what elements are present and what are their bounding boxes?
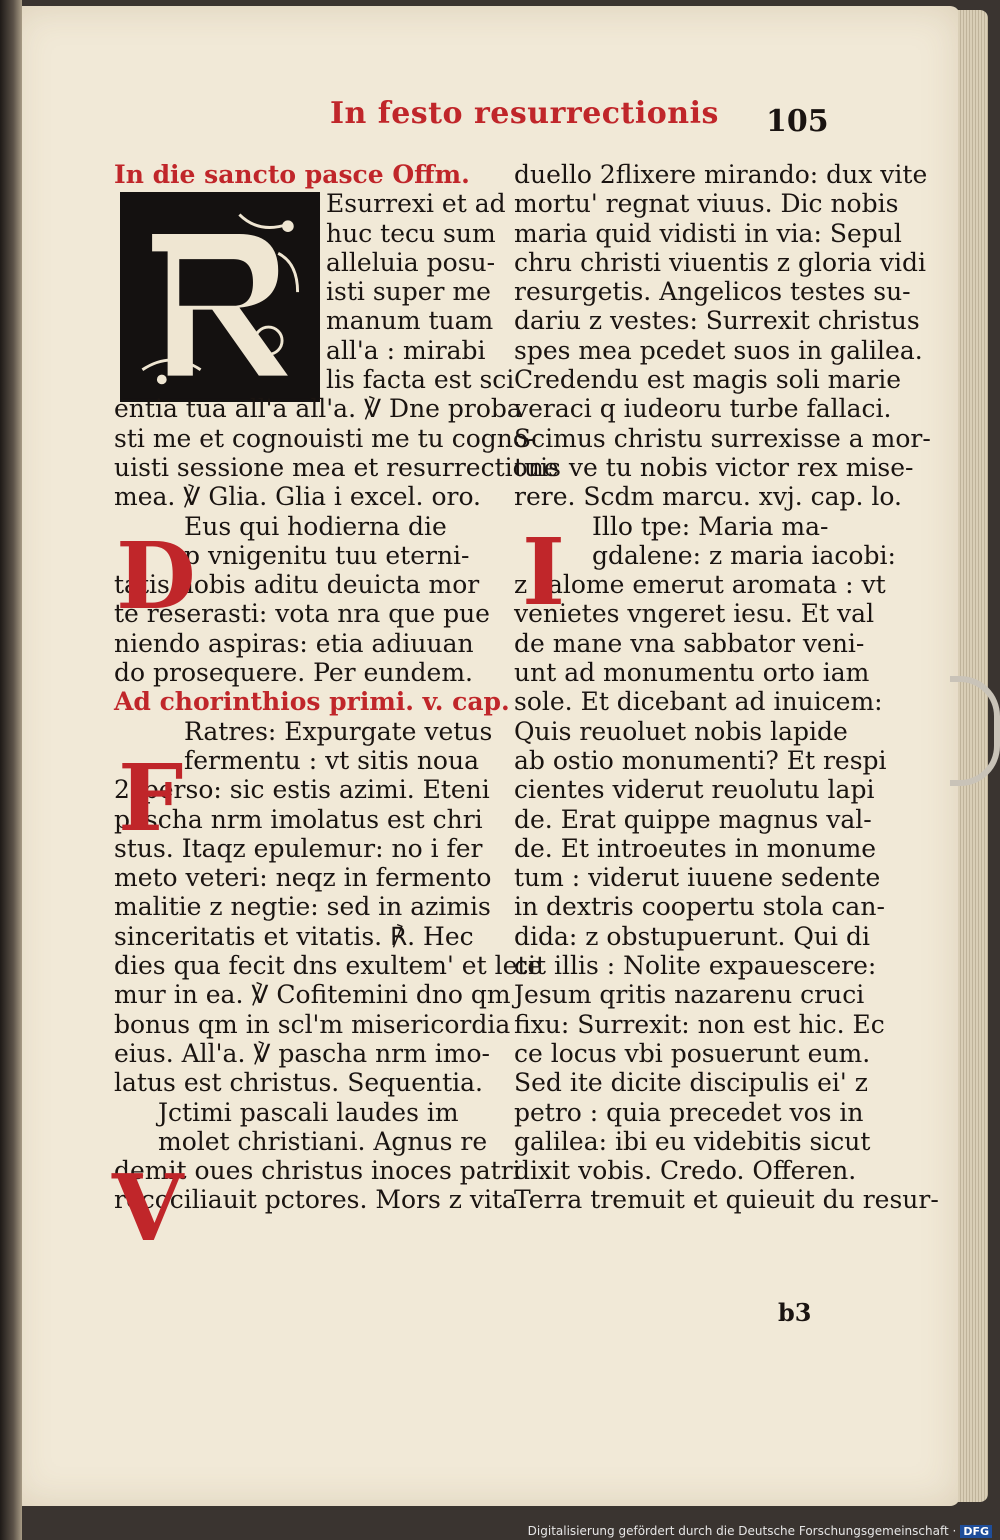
text-line: cientes viderut reuolutu lapi xyxy=(514,775,875,805)
text-line: de. Et introeutes in monume xyxy=(514,833,877,863)
text-line: dixit vobis. Credo. Offeren. xyxy=(514,1156,857,1186)
text-line: Scimus christu surrexisse a mor- xyxy=(514,423,931,453)
text-line: uisti sessione mea et resurrectione xyxy=(114,452,559,482)
text-line: Esurrexi et ad xyxy=(326,189,506,219)
text-line: ab ostio monumenti? Et respi xyxy=(514,745,887,775)
text-line: eius. All'a. ℣ pascha nrm imo- xyxy=(114,1038,490,1068)
text-line: de. Erat quippe magnus val- xyxy=(514,804,872,834)
text-line: fixu: Surrexit: non est hic. Ec xyxy=(514,1009,885,1039)
text-line: venietes vngeret iesu. Et val xyxy=(514,599,875,629)
dropcap-d: D xyxy=(116,522,196,630)
text-line: mea. ℣ Glia. Glia i excel. oro. xyxy=(114,482,482,512)
text-line: do prosequere. Per eundem. xyxy=(114,658,474,688)
text-line: Eus qui hodierna die xyxy=(184,511,447,541)
text-line: Quis reuoluet nobis lapide xyxy=(514,716,848,746)
text-line: mortu' regnat viuus. Dic nobis xyxy=(514,189,899,219)
text-line: meto veteri: neqz in fermento xyxy=(114,863,492,893)
text-line: dies qua fecit dns exultem' et lete xyxy=(114,951,543,981)
right-column xyxy=(514,160,939,1215)
dropcap-i: I xyxy=(522,518,566,626)
left-column-lines xyxy=(114,189,559,1215)
book-gutter xyxy=(0,0,22,1540)
right-column-lines xyxy=(514,160,939,1215)
text-line: stus. Itaqz epulemur: no i fer xyxy=(114,833,483,863)
text-line: resurgetis. Angelicos testes su- xyxy=(514,277,911,307)
text-line: te reserasti: vota nra que pue xyxy=(114,599,490,629)
text-line: bonus qm in scl'm misericordia xyxy=(114,1009,511,1039)
text-line: all'a : mirabi xyxy=(326,335,486,365)
digitization-credit xyxy=(528,1524,992,1538)
text-line: lis facta est sci xyxy=(326,365,515,395)
text-line: Illo tpe: Maria ma- xyxy=(592,511,829,541)
text-line: Jesum qritis nazarenu cruci xyxy=(514,980,865,1010)
dropcap-f: F xyxy=(118,744,184,852)
text-line: Terra tremuit et quieuit du resur- xyxy=(514,1185,939,1215)
text-line: malitie z negtie: sed in azimis xyxy=(114,892,491,922)
text-line: pascha nrm imolatus est chri xyxy=(114,804,483,834)
text-line: p vnigenitu tuu eterni- xyxy=(184,540,470,570)
text-line: in dextris coopertu stola can- xyxy=(514,892,885,922)
folio-number: 105 xyxy=(766,104,829,139)
text-line: galilea: ibi eu videbitis sicut xyxy=(514,1126,871,1156)
text-line: Ratres: Expurgate vetus xyxy=(184,716,493,746)
text-line: Jctimi pascali laudes im xyxy=(158,1097,459,1127)
text-line: sole. Et dicebant ad inuicem: xyxy=(514,687,883,717)
text-line: tatis nobis aditu deuicta mor xyxy=(114,570,480,600)
text-line: cit illis : Nolite expauescere: xyxy=(514,951,877,981)
text-line: fermentu : vt sitis noua xyxy=(184,745,479,775)
text-line: spes mea pcedet suos in galilea. xyxy=(514,335,923,365)
text-line: manum tuam xyxy=(326,306,494,336)
text-line: 2sperso: sic estis azimi. Eteni xyxy=(114,775,490,805)
text-line: unt ad monumentu orto iam xyxy=(514,658,870,688)
text-line: sinceritatis et vitatis. ℟. Hec xyxy=(114,921,474,951)
dfg-logo: DFG xyxy=(960,1525,992,1538)
text-line: chru christi viuentis z gloria vidi xyxy=(514,247,926,277)
text-line: dariu z vestes: Surrexit christus xyxy=(514,306,920,336)
text-line: niendo aspiras: etia adiuuan xyxy=(114,628,474,658)
text-line: entia tua all'a all'a. ℣ Dne proba xyxy=(114,394,522,424)
text-line: Ad chorinthios primi. v. cap. xyxy=(114,687,510,717)
text-line: isti super me xyxy=(326,277,491,307)
credit-text: Digitalisierung gefördert durch die Deutsche Forschungsgemeinschaft · xyxy=(527,1524,957,1538)
left-column xyxy=(114,160,559,1215)
text-line: maria quid vidisti in via: Sepul xyxy=(514,218,902,248)
text-line: veraci q iudeoru turbe fallaci. xyxy=(514,394,892,424)
text-line: demit oues christus inoces patri xyxy=(114,1156,521,1186)
text-line: Credendu est magis soli marie xyxy=(514,365,901,395)
text-line: molet christiani. Agnus re xyxy=(158,1126,488,1156)
text-line: rere. Scdm marcu. xvj. cap. lo. xyxy=(514,482,902,512)
office-heading: In die sancto pasce Offm. xyxy=(114,160,470,189)
text-line: duello 2flixere mirando: dux vite xyxy=(514,160,928,189)
text-line: dida: z obstupuerunt. Qui di xyxy=(514,921,870,951)
text-line: gdalene: z maria iacobi: xyxy=(592,540,896,570)
text-line: recociliauit pctores. Mors z vita xyxy=(114,1185,517,1215)
signature-mark: b3 xyxy=(778,1298,812,1327)
text-line: tum : viderut iuuene sedente xyxy=(514,863,881,893)
text-line: tuis ve tu nobis victor rex mise- xyxy=(514,452,914,482)
text-line: alleluia posu- xyxy=(326,247,496,277)
text-line: mur in ea. ℣ Cofitemini dno qm xyxy=(114,980,511,1010)
text-line: huc tecu sum xyxy=(326,218,496,248)
text-line: sti me et cognouisti me tu cogno- xyxy=(114,423,537,453)
text-line: latus est christus. Sequentia. xyxy=(114,1068,484,1098)
running-head: In festo resurrectionis xyxy=(330,96,719,131)
text-line: de mane vna sabbator veni- xyxy=(514,628,865,658)
text-line: ce locus vbi posuerunt eum. xyxy=(514,1038,871,1068)
text-line: z salome emerut aromata : vt xyxy=(514,570,886,600)
text-line: petro : quia precedet vos in xyxy=(514,1097,864,1127)
text-line: Sed ite dicite discipulis ei' z xyxy=(514,1068,868,1098)
dropcap-v: V xyxy=(112,1154,184,1262)
